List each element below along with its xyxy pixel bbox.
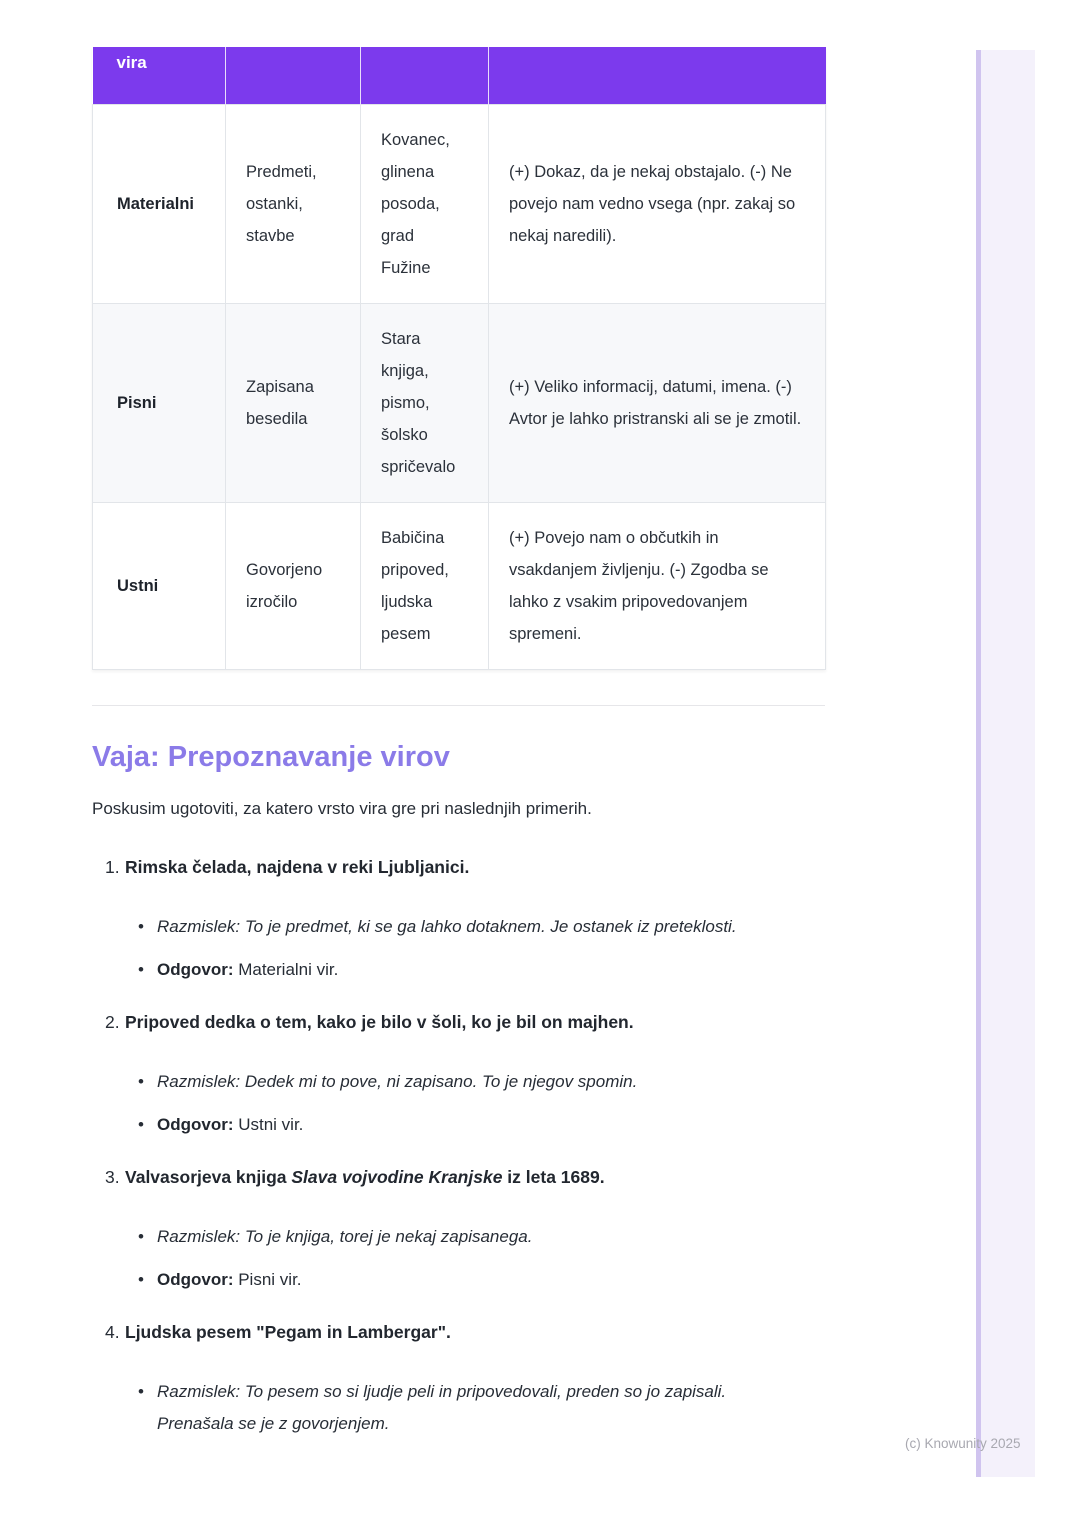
item-number: 4. [105, 1321, 120, 1342]
item-bullets [137, 911, 825, 986]
source-evaluation: (+) Povejo nam o občutkih in vsakdanjem življenju. (-) Zgodba se lahko z vsakim pripovedovanjem spremeni. [489, 502, 826, 669]
intro-paragraph: Poskusim ugotoviti, za katero vrsto vira gre pri naslednjih primerih. [92, 798, 592, 818]
page-edge-strip [976, 50, 1035, 1477]
source-evaluation: (+) Veliko informacij, datumi, imena. (-) Avtor je lahko pristranski ali se je zmotil. [489, 303, 826, 502]
watermark: (c) Knowunity 2025 [905, 1436, 1021, 1451]
exercise-list [92, 855, 825, 1440]
sources-table [92, 47, 826, 670]
content [92, 47, 825, 1464]
item-title-text: Ljudska pesem "Pegam in Lambergar". [125, 1321, 451, 1342]
section-divider [92, 705, 825, 706]
item-number: 2. [105, 1011, 120, 1032]
table-row-pisni [93, 303, 826, 502]
item-number: 3. [105, 1166, 120, 1187]
odgovor-bullet: • Odgovor: Materialni vir. [137, 954, 757, 986]
table-header-col2 [226, 47, 361, 104]
odgovor-text: Materialni vir. [233, 959, 339, 979]
source-type: Pisni [93, 303, 226, 502]
item-title-text: Pripoved dedka o tem, kako je bilo v šoli, ko je bil on majhen. [125, 1011, 634, 1032]
exercise-item-3 [92, 1165, 825, 1296]
odgovor-bullet: • Odgovor: Ustni vir. [137, 1109, 757, 1141]
source-examples: Babičina pripoved, ljudska pesem [361, 502, 489, 669]
odgovor-text: Pisni vir. [233, 1269, 302, 1289]
exercise-item-title [105, 1010, 825, 1034]
source-type: Ustni [93, 502, 226, 669]
table-header-col4 [489, 47, 826, 104]
exercise-item-title [105, 1165, 825, 1189]
source-description: Zapisana besedila [226, 303, 361, 502]
razmislek-bullet: • Razmislek: To pesem so si ljudje peli in pripovedovali, preden so jo zapisali. Prenašala se je z govorjenjem. [137, 1376, 757, 1440]
book-title: Slava vojvodine Kranjske [291, 1166, 503, 1187]
exercise-item-1 [92, 855, 825, 986]
razmislek-bullet: • Razmislek: To je predmet, ki se ga lahko dotaknem. Je ostanek iz preteklosti. [137, 911, 757, 943]
section-title: Vaja: Prepoznavanje virov [92, 740, 450, 773]
odgovor-bullet: • Odgovor: Pisni vir. [137, 1264, 757, 1296]
table-row-ustni [93, 502, 826, 669]
source-type: Materialni [93, 104, 226, 303]
item-bullets [137, 1221, 825, 1296]
table-header-row [93, 47, 826, 104]
source-description: Predmeti, ostanki, stavbe [226, 104, 361, 303]
item-bullets [137, 1376, 825, 1440]
source-examples: Stara knjiga, pismo, šolsko spričevalo [361, 303, 489, 502]
item-number: 1. [105, 856, 120, 877]
item-title-text: Rimska čelada, najdena v reki Ljubljanici. [125, 856, 470, 877]
item-title-text: Valvasorjeva knjiga Slava vojvodine Kranjske iz leta 1689. [125, 1166, 605, 1187]
source-examples: Kovanec, glinena posoda, grad Fužine [361, 104, 489, 303]
table-header-vira: vira [93, 47, 226, 104]
exercise-item-title [105, 1320, 825, 1344]
exercise-item-2 [92, 1010, 825, 1141]
razmislek-bullet: • Razmislek: To je knjiga, torej je nekaj zapisanega. [137, 1221, 757, 1253]
razmislek-bullet: • Razmislek: Dedek mi to pove, ni zapisano. To je njegov spomin. [137, 1066, 757, 1098]
source-evaluation: (+) Dokaz, da je nekaj obstajalo. (-) Ne povejo nam vedno vsega (npr. zakaj so nekaj naredili). [489, 104, 826, 303]
odgovor-text: Ustni vir. [233, 1114, 304, 1134]
table-row-materialni [93, 104, 826, 303]
exercise-item-4 [92, 1320, 825, 1440]
item-bullets [137, 1066, 825, 1141]
source-description: Govorjeno izročilo [226, 502, 361, 669]
table-header-col3 [361, 47, 489, 104]
exercise-item-title [105, 855, 825, 879]
